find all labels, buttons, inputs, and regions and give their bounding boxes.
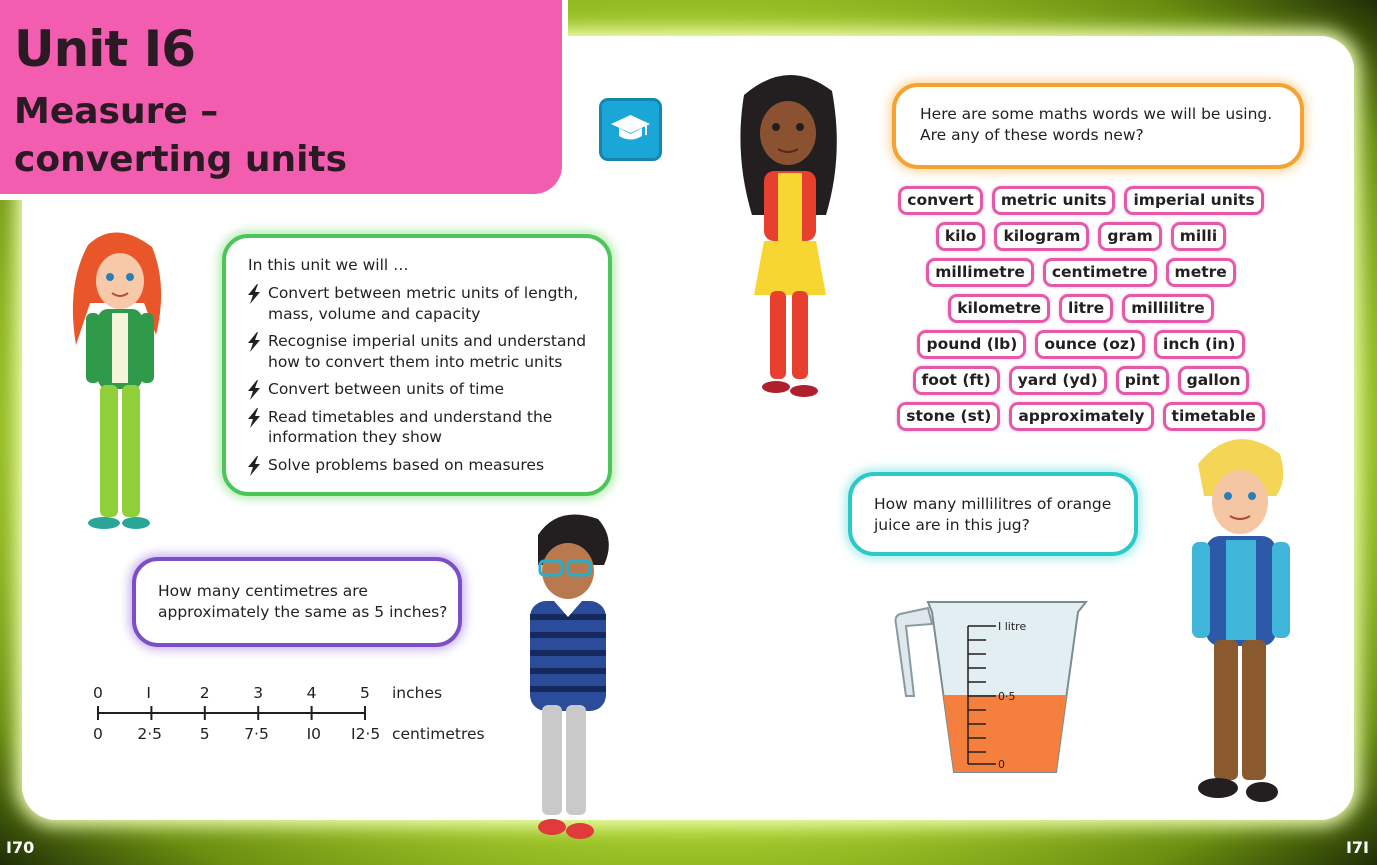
vocabulary-word: timetable	[1163, 402, 1265, 431]
vocabulary-row	[900, 366, 1262, 395]
vocabulary-row	[900, 294, 1262, 323]
objectives-intro: In this unit we will …	[248, 256, 409, 274]
inch-tick-label: 4	[306, 684, 317, 702]
centimetre-tick-label: I0	[306, 725, 322, 743]
graduation-cap-icon[interactable]	[602, 101, 659, 158]
boy-glasses-illustration	[508, 505, 623, 845]
jug-label-1-litre: I litre	[998, 620, 1027, 633]
jug-label-half: 0·5	[998, 690, 1016, 703]
inch-tick-label: 0	[93, 684, 103, 702]
lightning-bolt-icon	[246, 456, 262, 476]
vocabulary-word: yard (yd)	[1009, 366, 1107, 395]
vocabulary-row	[900, 330, 1262, 359]
objective-item	[246, 379, 596, 400]
maths-words-text: Here are some maths words we will be using. Are any of these words new?	[920, 105, 1273, 144]
centimetre-tick-label: 5	[199, 725, 210, 743]
vocabulary-word: centimetre	[1043, 258, 1157, 287]
girl-braids-illustration	[730, 65, 850, 410]
lightning-bolt-icon	[246, 284, 262, 304]
vocabulary-word: gram	[1098, 222, 1161, 251]
centimetre-tick-label: I2·5	[351, 725, 381, 743]
centimetres-label: centimetres	[392, 725, 485, 743]
boy-blonde-illustration	[1180, 430, 1300, 810]
jug-question-text: How many millilitres of orange juice are in this jug?	[874, 495, 1112, 534]
vocabulary-row	[900, 222, 1262, 251]
inch-tick-label: 3	[253, 684, 264, 702]
vocabulary-word: pound (lb)	[917, 330, 1026, 359]
vocabulary-row	[900, 402, 1262, 431]
vocabulary-word: kilo	[936, 222, 986, 251]
objective-text: Solve problems based on measures	[268, 455, 545, 474]
vocabulary-word: stone (st)	[897, 402, 1000, 431]
vocabulary-word: kilogram	[994, 222, 1089, 251]
lightning-bolt-icon	[246, 408, 262, 428]
objective-item	[246, 283, 596, 324]
vocabulary-word: millimetre	[926, 258, 1034, 287]
vocabulary-list	[900, 186, 1262, 438]
measuring-jug	[892, 596, 1092, 781]
inches-label: inches	[392, 684, 443, 702]
vocabulary-word: imperial units	[1124, 186, 1263, 215]
objective-text: Convert between metric units of length, mass, volume and capacity	[268, 284, 579, 323]
vocabulary-word: ounce (oz)	[1035, 330, 1145, 359]
number-line	[80, 680, 500, 750]
jug-liquid	[943, 695, 1066, 772]
page-number-right: I7I	[1345, 838, 1369, 857]
inch-tick-label: 2	[199, 684, 210, 702]
unit-title-panel	[0, 0, 568, 200]
vocabulary-word: millilitre	[1122, 294, 1214, 323]
inch-tick-label: I	[146, 684, 151, 702]
vocabulary-row	[900, 186, 1262, 215]
objective-text: Convert between units of time	[268, 380, 505, 398]
unit-subtitle-line: Measure –	[14, 91, 219, 132]
jug-label-zero: 0	[998, 758, 1005, 771]
girl-red-hair-illustration	[60, 225, 170, 535]
centimetre-tick-label: 2·5	[137, 725, 163, 743]
vocabulary-word: gallon	[1178, 366, 1250, 395]
objective-text: Recognise imperial units and understand how to convert them into metric units	[268, 332, 587, 371]
objectives-list	[246, 283, 596, 482]
page-number-left: I70	[6, 838, 35, 857]
vocabulary-word: metre	[1166, 258, 1236, 287]
vocabulary-word: inch (in)	[1154, 330, 1244, 359]
vocabulary-word: litre	[1059, 294, 1113, 323]
centimetre-tick-label: 7·5	[244, 725, 269, 743]
unit-subtitle-line: converting units	[14, 139, 348, 180]
centimetre-tick-label: 0	[93, 725, 103, 743]
inch-tick-label: 5	[360, 684, 370, 702]
vocabulary-word: metric units	[992, 186, 1116, 215]
unit-title: Unit I6	[14, 20, 196, 78]
vocabulary-word: kilometre	[948, 294, 1050, 323]
objective-item	[246, 407, 596, 448]
unit-subtitle	[14, 88, 347, 184]
objective-item	[246, 455, 596, 476]
inches-question-text: How many centimetres are approximately the same as 5 inches?	[158, 582, 448, 621]
objective-item	[246, 331, 596, 372]
vocabulary-word: convert	[898, 186, 983, 215]
lightning-bolt-icon	[246, 332, 262, 352]
vocabulary-word: approximately	[1009, 402, 1153, 431]
objective-text: Read timetables and understand the information they show	[268, 407, 553, 446]
lightning-bolt-icon	[246, 380, 262, 400]
vocabulary-word: foot (ft)	[913, 366, 1000, 395]
vocabulary-word: pint	[1116, 366, 1169, 395]
vocabulary-word: milli	[1171, 222, 1226, 251]
vocabulary-row	[900, 258, 1262, 287]
